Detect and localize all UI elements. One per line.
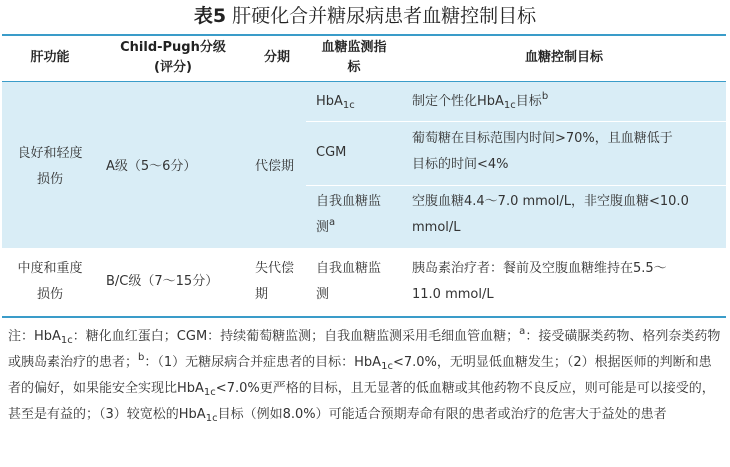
row2-stage-line1: 失代偿 — [255, 261, 295, 276]
header-monitoring-line2: 标 — [347, 60, 361, 75]
header-monitoring-line1: 血糖监测指 — [321, 40, 387, 55]
row2-metric-smbg — [316, 256, 402, 308]
row1-metric-smbg — [316, 189, 402, 241]
row2-metric-line1: 自我血糖监 — [316, 261, 382, 276]
row2-liver-function — [2, 256, 98, 308]
row2-metric-line2: 测 — [316, 287, 330, 302]
row1-target-smbg-line1: 空腹血糖4.4～7.0 mmol/L，非空腹血糖<10.0 — [412, 194, 689, 209]
row2-liver-line2: 损伤 — [36, 287, 63, 302]
row1-target-cgm — [412, 126, 724, 178]
row2-target-line1: 胰岛素治疗者：餐前及空腹血糖维持在5.5～ — [412, 261, 667, 276]
table-title — [0, 2, 730, 30]
header-target: 血糖控制目标 — [524, 50, 603, 65]
bottom-rule — [2, 316, 726, 318]
row1-liver-function — [2, 141, 98, 193]
row1-metric-smbg-line2: 测$^a$ — [316, 217, 336, 235]
row1-metric-cgm: CGM — [316, 145, 347, 160]
header-liver-function: 肝功能 — [30, 50, 70, 65]
row2-stage — [255, 256, 305, 308]
row1-liver-line2: 损伤 — [36, 172, 63, 187]
header-child-pugh — [98, 38, 248, 78]
table-number: 表5 — [193, 5, 227, 27]
row2-target-line2: 11.0 mmol/L — [412, 287, 494, 302]
row2-grade: B/C级（7～15分） — [106, 274, 219, 289]
row1-liver-line1: 良好和轻度 — [17, 146, 83, 161]
header-child-pugh-line1: Child-Pugh分级 — [120, 40, 226, 55]
header-monitoring — [306, 38, 402, 78]
top-rule — [2, 34, 726, 36]
row1-metric-hba1c: HbA$_{1c}$ — [316, 94, 355, 111]
row-divider — [306, 121, 726, 122]
header-child-pugh-line2: (评分) — [154, 60, 192, 75]
row1-stage: 代偿期 — [255, 159, 295, 174]
row1-target-cgm-line1: 葡萄糖在目标范围内时间>70%，且血糖低于 — [412, 131, 673, 146]
header-stage: 分期 — [263, 50, 290, 65]
row1-target-hba1c: 制定个性化HbA$_{1c}$目标$^b$ — [412, 91, 549, 111]
table-footnote: 注：HbA$_{1c}$：糖化血红蛋白；CGM：持续葡萄糖监测；自我血糖监测采用毛细血管血糖；$^a$：接受磺脲类药物、格列奈类药物或胰岛素治疗的患者；$^b$：（1）无糖尿病合并症患者的目标：HbA$_{1c}$<7.0%，无明显低血糖发生；（2）根据医师的判断和患者的偏好，如果能安全实现比HbA$_{1c}$<7.0%更严格的目标，且无显著的低血糖或其他药物不良反应，则可能是可以接受的，甚至是有益的；（3）较宽松的HbA$_{1c}$目标（例如8.0%）可能适合预期寿命有限的患者或治疗的危害大于益处的患者 — [8, 326, 721, 424]
row1-metric-smbg-line1: 自我血糖监 — [316, 194, 382, 209]
row-divider — [306, 185, 726, 186]
row2-target — [412, 256, 724, 308]
row1-target-smbg-line2: mmol/L — [412, 220, 461, 235]
row1-target-cgm-line2: 目标的时间<4% — [412, 157, 509, 172]
row2-liver-line1: 中度和重度 — [17, 261, 83, 276]
row1-target-smbg — [412, 189, 724, 241]
row1-grade: A级（5～6分） — [106, 159, 197, 174]
table-caption: 肝硬化合并糖尿病患者血糖控制目标 — [232, 5, 537, 27]
row2-stage-line2: 期 — [255, 287, 269, 302]
